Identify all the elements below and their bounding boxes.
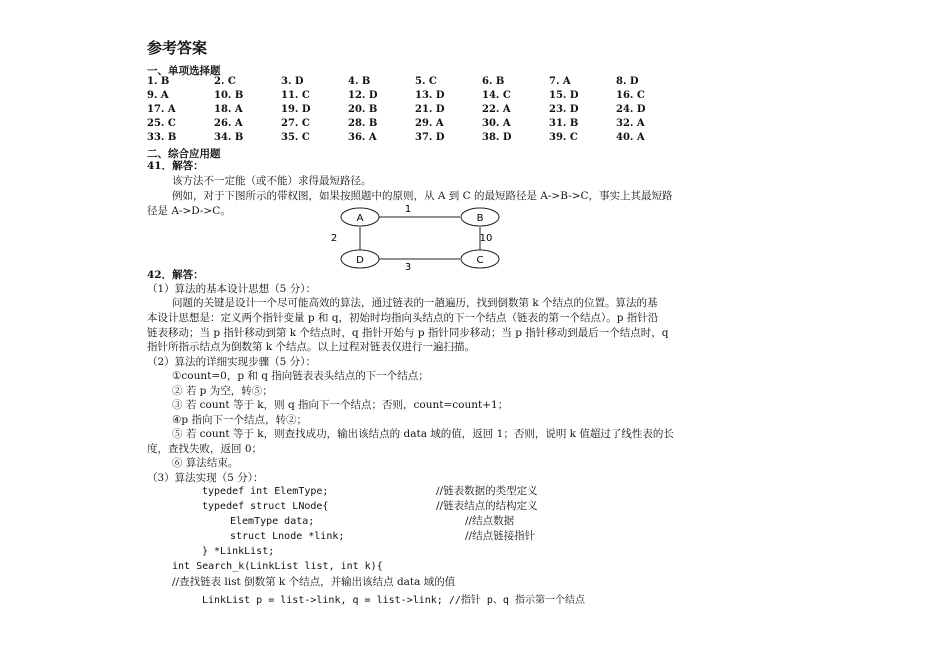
answer-cell: 37. D <box>415 132 445 143</box>
q41-text: 径是 A->D->C。 <box>147 205 231 217</box>
q42-label: 42．解答： <box>147 269 204 281</box>
answer-cell: 14. C <box>482 90 511 101</box>
q42-step: ③ 若 count 等于 k，则 q 指向下一个结点；否则，count=count+1； <box>172 399 509 411</box>
code-line: struct Lnode *link; <box>230 531 345 542</box>
answer-cell: 32. A <box>616 118 645 129</box>
answer-cell: 10. B <box>214 90 244 101</box>
answer-cell: 24. D <box>616 104 646 115</box>
q42-step: 度，查找失败，返回 0； <box>147 443 263 455</box>
answer-cell: 8. D <box>616 76 639 87</box>
q42-subheading: （1）算法的基本设计思想（5 分）： <box>147 283 316 295</box>
code-line: LinkList p = list->link, q = list->link; //指针 p、q 指示第一个结点 <box>202 595 585 606</box>
answer-cell: 27. C <box>281 118 310 129</box>
code-line: typedef int ElemType; <box>202 486 329 497</box>
edge-weight-label: 2 <box>330 233 338 244</box>
answer-cell: 1. B <box>147 76 170 87</box>
answer-cell: 19. D <box>281 104 311 115</box>
edge-weight-label: 1 <box>404 204 412 215</box>
q42-text: 指针所指示结点为倒数第 k 个结点。以上过程对链表仅进行一遍扫描。 <box>147 341 476 353</box>
answer-cell: 17. A <box>147 104 176 115</box>
code-comment: //结点链接指针 <box>465 530 536 542</box>
answer-cell: 6. B <box>482 76 505 87</box>
answer-cell: 11. C <box>281 90 310 101</box>
answer-cell: 40. A <box>616 132 645 143</box>
q42-subheading: （3）算法实现（5 分）： <box>147 472 264 484</box>
answer-cell: 20. B <box>348 104 378 115</box>
node-label: A <box>356 213 364 224</box>
code-line: typedef struct LNode{ <box>202 501 329 512</box>
answer-cell: 38. D <box>482 132 512 143</box>
code-comment: //查找链表 list 倒数第 k 个结点，并输出该结点 data 域的值 <box>172 576 456 588</box>
page-title: 参考答案 <box>147 39 208 57</box>
code-line: ElemType data; <box>230 516 315 527</box>
answer-cell: 29. A <box>415 118 444 129</box>
answer-cell: 31. B <box>549 118 579 129</box>
q42-text: 问题的关键是设计一个尽可能高效的算法，通过链表的一趟遍历，找到倒数第 k 个结点的位置。算法的基 <box>172 297 658 309</box>
q42-step: ①count=0，p 和 q 指向链表表头结点的下一个结点； <box>172 370 429 382</box>
answer-cell: 18. A <box>214 104 243 115</box>
edge-weight-label: 10 <box>479 233 493 244</box>
q42-step: ② 若 p 为空，转⑤； <box>172 385 273 397</box>
answer-cell: 12. D <box>348 90 378 101</box>
answer-cell: 9. A <box>147 90 169 101</box>
q41-text: 例如，对于下图所示的带权图，如果按照题中的原则，从 A 到 C 的最短路径是 A->B->C，事实上其最短路 <box>172 190 673 202</box>
q42-subheading: （2）算法的详细实现步骤（5 分）： <box>147 356 316 368</box>
answer-cell: 21. D <box>415 104 445 115</box>
code-comment: //结点数据 <box>465 515 515 527</box>
answer-cell: 34. B <box>214 132 244 143</box>
edge-weight-label: 3 <box>404 262 412 273</box>
answer-cell: 15. D <box>549 90 579 101</box>
answer-cell: 13. D <box>415 90 445 101</box>
q41-text: 该方法不一定能（或不能）求得最短路径。 <box>172 175 372 187</box>
answer-cell: 5. C <box>415 76 437 87</box>
answer-cell: 4. B <box>348 76 371 87</box>
answer-cell: 2. C <box>214 76 236 87</box>
section-heading-single-choice: 一、单项选择题 <box>147 65 221 77</box>
code-line: } *LinkList; <box>202 546 275 557</box>
answer-cell: 30. A <box>482 118 511 129</box>
section-heading-application: 二、综合应用题 <box>147 148 221 160</box>
answer-cell: 26. A <box>214 118 243 129</box>
code-line: int Search_k(LinkList list, int k){ <box>172 561 383 572</box>
code-comment: //链表数据的类型定义 <box>436 485 538 497</box>
answer-cell: 33. B <box>147 132 177 143</box>
answer-cell: 23. D <box>549 104 579 115</box>
weighted-graph-diagram <box>320 200 520 276</box>
q42-step: ⑤ 若 count 等于 k，则查找成功，输出该结点的 data 域的值，返回 1；否则，说明 k 值超过了线性表的长 <box>172 428 674 440</box>
answer-cell: 39. C <box>549 132 578 143</box>
answer-cell: 16. C <box>616 90 645 101</box>
node-label: D <box>356 255 364 266</box>
node-label: B <box>476 213 484 224</box>
answer-cell: 35. C <box>281 132 310 143</box>
answer-cell: 3. D <box>281 76 304 87</box>
answer-cell: 7. A <box>549 76 571 87</box>
q41-label: 41．解答： <box>147 160 204 172</box>
answer-cell: 25. C <box>147 118 176 129</box>
q42-step: ⑥ 算法结束。 <box>172 457 239 469</box>
q42-text: 本设计思想是：定义两个指针变量 p 和 q，初始时均指向头结点的下一个结点（链表的第一个结点）。p 指针沿 <box>147 312 659 324</box>
answer-cell: 28. B <box>348 118 378 129</box>
q42-text: 链表移动；当 p 指针移动到第 k 个结点时，q 指针开始与 p 指针同步移动；当 p 指针移动到最后一个结点时，q <box>147 327 669 339</box>
node-label: C <box>476 255 484 266</box>
answer-cell: 36. A <box>348 132 377 143</box>
code-comment: //链表结点的结构定义 <box>436 500 538 512</box>
q42-step: ④p 指向下一个结点，转②； <box>172 414 307 426</box>
answer-cell: 22. A <box>482 104 511 115</box>
